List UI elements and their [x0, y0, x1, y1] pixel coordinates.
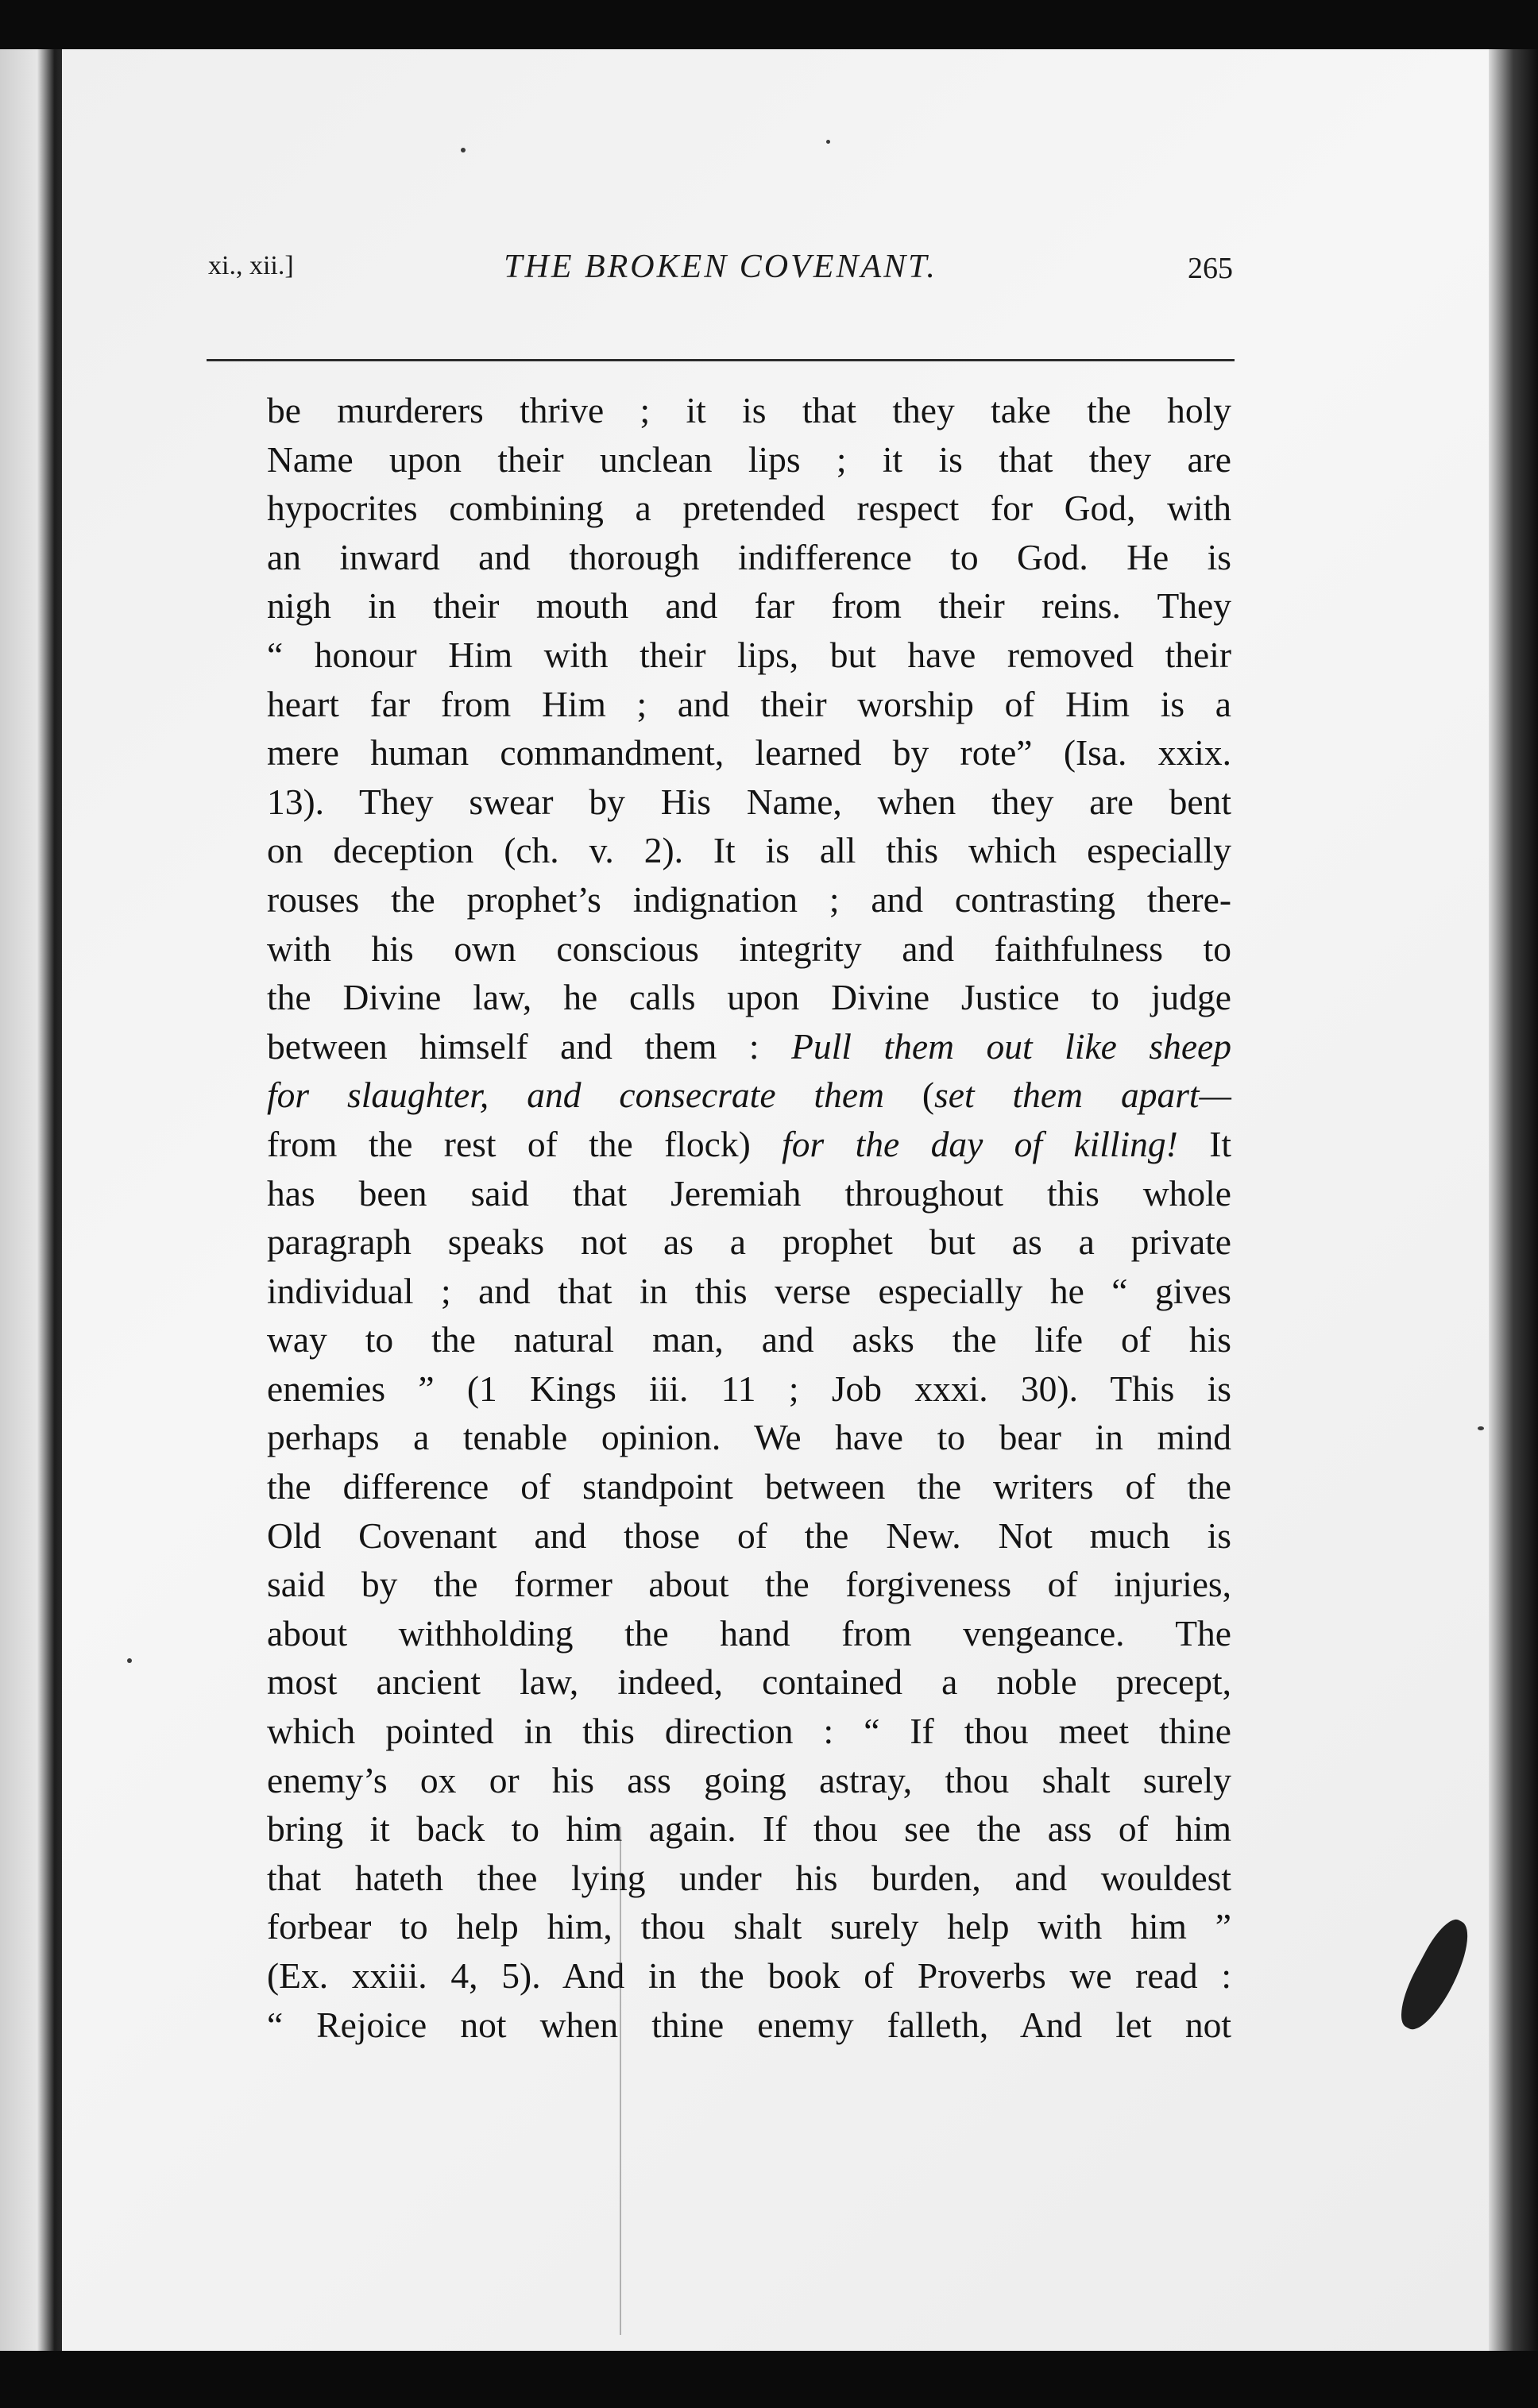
page-number: 265: [1188, 252, 1233, 285]
text-line: about withholding the hand from vengeance. The: [267, 1612, 1231, 1654]
text-line: bring it back to him again. If thou see the ass of him: [267, 1808, 1231, 1850]
dust-speck: [127, 1658, 132, 1663]
text-line: mere human commandment, learned by rote” (Isa. xxix.: [267, 732, 1231, 774]
text-line: hypocrites combining a pretended respect for God, with: [267, 488, 1231, 529]
text-line: 13). They swear by His Name, when they are bent: [267, 781, 1231, 822]
text-line: enemies ” (1 Kings iii. 11 ; Job xxxi. 30). This is: [267, 1368, 1231, 1409]
page-body: [267, 386, 1231, 2049]
text-line: Name upon their unclean lips ; it is that they are: [267, 438, 1231, 480]
text-line: has been said that Jeremiah throughout this whole: [267, 1172, 1231, 1214]
text-line: paragraph speaks not as a prophet but as a private: [267, 1221, 1231, 1263]
text-line: nigh in their mouth and far from their reins. They: [267, 585, 1231, 627]
dust-speck: [1478, 1426, 1484, 1430]
text-line: an inward and thorough indifference to God. He is: [267, 536, 1231, 577]
running-header: [208, 243, 1233, 300]
text-line: way to the natural man, and asks the life of his: [267, 1319, 1231, 1360]
text-line: “ honour Him with their lips, but have removed their: [267, 634, 1231, 675]
chapter-reference: xi., xii.]: [208, 251, 294, 280]
text-line: the difference of standpoint between the writers of the: [267, 1466, 1231, 1507]
text-line: that hateth thee lying under his burden, and wouldest: [267, 1857, 1231, 1898]
text-line: rouses the prophet’s indignation ; and contrasting there-: [267, 878, 1231, 920]
header-rule: [207, 359, 1235, 361]
page-crease: [620, 1827, 621, 2335]
text-line: individual ; and that in this verse especially he “ gives: [267, 1270, 1231, 1311]
text-line: on deception (ch. v. 2). It is all this which especially: [267, 830, 1231, 871]
running-title: THE BROKEN COVENANT.: [504, 249, 937, 285]
text-line: which pointed in this direction : “ If thou meet thine: [267, 1711, 1231, 1752]
scan-top-border: [0, 0, 1538, 49]
dust-speck: [826, 140, 830, 144]
text-line: enemy’s ox or his ass going astray, thou shalt surely: [267, 1759, 1231, 1800]
scan-bottom-border: [0, 2351, 1538, 2408]
scan-left-border: [0, 49, 62, 2351]
text-line: with his own conscious integrity and faithfulness to: [267, 928, 1231, 969]
text-line: heart far from Him ; and their worship of Him is a: [267, 683, 1231, 724]
text-line: (Ex. xxiii. 4, 5). And in the book of Proverbs we read :: [267, 1955, 1231, 1996]
text-line: Old Covenant and those of the New. Not much is: [267, 1515, 1231, 1556]
dust-speck: [461, 148, 466, 152]
text-line: between himself and them : Pull them out like sheep: [267, 1025, 1231, 1067]
scan-right-border: [1489, 49, 1538, 2351]
text-line: forbear to help him, thou shalt surely help with him ”: [267, 1906, 1231, 1947]
text-line: said by the former about the forgiveness of injuries,: [267, 1564, 1231, 1605]
text-line: for slaughter, and consecrate them (set them apart—: [267, 1075, 1232, 1116]
text-line: most ancient law, indeed, contained a noble precept,: [267, 1661, 1231, 1703]
text-line: “ Rejoice not when thine enemy falleth, And let not: [267, 2004, 1231, 2045]
text-line: perhaps a tenable opinion. We have to bear in mind: [267, 1417, 1231, 1458]
text-line: the Divine law, he calls upon Divine Justice to judge: [267, 977, 1231, 1018]
text-line: be murderers thrive ; it is that they take the holy: [267, 390, 1231, 430]
text-line: from the rest of the flock) for the day of killing! It: [267, 1123, 1231, 1164]
